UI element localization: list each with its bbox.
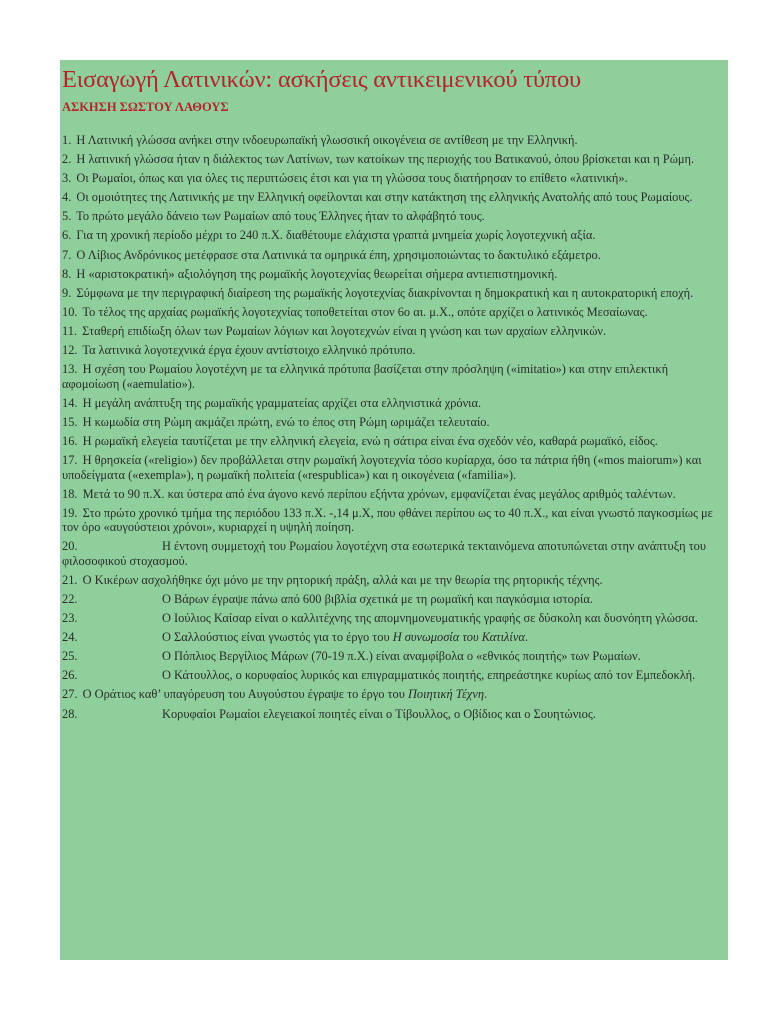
sentence-end: . [524,630,528,645]
exercise-item [62,573,728,588]
exercise-text: Η σχέση του Ρωμαίου λογοτέχνη με τα ελληνικά πρότυπα βασίζεται στην πρόσληψη («imitatio») και στην επιλεκτική αφομοίωση («aemulatio»). [62,362,669,391]
exercise-item [62,228,728,243]
exercise-text: Οι ομοιότητες της Λατινικής με την Ελληνική οφείλονται και στην κατάκτηση της ελληνικής Ανατολής από τους Ρωμαίους. [76,190,693,205]
exercise-number: 28. [62,706,78,721]
exercise-item [62,687,728,702]
exercise-text: Η Λατινική γλώσσα ανήκει στην ινδοευρωπαϊκή γλωσσική οικογένεια σε αντίθεση με την Ελληνική. [76,133,578,147]
exercise-number: 4. [62,190,72,205]
exercise-text: Τα λατινικά λογοτεχνικά έργα έχουν αντίστοιχο ελληνικό πρότυπο. [82,343,416,358]
work-title: Η συνωμοσία του Κατιλίνα [392,630,525,645]
exercise-text: Ο Οράτιος καθ’ υπαγόρευση του Αυγούστου έγραψε το έργο του [82,687,408,702]
exercise-item [62,362,728,391]
exercise-item [62,453,728,482]
exercise-number: 17. [62,453,78,467]
exercise-number: 8. [62,266,72,281]
exercise-item [62,324,728,339]
exercise-item [62,487,728,502]
exercise-item [62,707,728,722]
exercise-number: 21. [62,572,78,587]
exercise-item [62,190,728,205]
exercise-item [62,133,728,148]
exercise-item [62,592,728,607]
exercise-number: 1. [62,133,72,147]
exercise-item [62,415,728,430]
exercise-text: Η κωμωδία στη Ρώμη ακμάζει πρώτη, ενώ το έπος στη Ρώμη ωριμάζει τελευταίο. [82,414,490,429]
work-title: Ποιητική Τέχνη [407,687,485,702]
exercise-text: Ο Σαλλούστιος είναι γνωστός για το έργο του [162,630,393,645]
exercise-item [62,668,728,683]
exercise-number: 11. [62,323,78,338]
exercise-number: 15. [62,414,78,429]
exercise-number: 3. [62,171,72,186]
exercise-text: Η ρωμαϊκή ελεγεία ταυτίζεται με την ελληνική ελεγεία, ενώ η σάτιρα είναι ένα σχεδόν νέο, καθαρά ρωμαϊκό, είδος. [82,433,658,448]
exercise-text: Η λατινική γλώσσα ήταν η διάλεκτος των Λατίνων, των κατοίκων της περιοχής του Βατικανού, όπου βρίσκεται και η Ρώμη. [76,152,695,167]
exercise-item [62,396,728,411]
exercise-text: Το πρώτο μεγάλο δάνειο των Ρωμαίων από τους Έλληνες ήταν το αλφάβητό τους. [76,209,485,224]
exercise-number: 24. [62,630,78,645]
exercise-text: Η έντονη συμμετοχή του Ρωμαίου λογοτέχνη στα εσωτερικά τεκταινόμενα αποτυπώνεται στην ανάπτυξη του φιλοσοφικού στοχασμού. [62,539,707,568]
exercise-item [62,611,728,626]
exercise-item [62,267,728,282]
exercise-item [62,248,728,263]
exercise-item [62,630,728,645]
exercise-item [62,343,728,358]
exercise-number: 2. [62,152,72,167]
exercise-number: 5. [62,209,72,224]
exercise-text: Ο Πόπλιος Βεργίλιος Μάρων (70-19 π.Χ.) είναι αναμφίβολα ο «εθνικός ποιητής» των Ρωμαίων. [162,649,641,664]
document-sheet [60,60,728,960]
exercise-text: Η μεγάλη ανάπτυξη της ρωμαϊκής γραμματείας αρχίζει στα ελληνιστικά χρόνια. [82,395,482,410]
exercise-item [62,305,728,320]
exercise-text: Στο πρώτο χρονικό τμήμα της περιόδου 133 π.Χ. -,14 μ.Χ, που φθάνει περίπου ως το 40 π.Χ., και είναι γνωστό παγκοσμίως με τον όρο «αυγούστειοι χρόνοι», κυριαρχεί η υψηλή ποίηση. [62,505,713,535]
exercise-number: 27. [62,687,78,702]
exercise-item [62,171,728,186]
exercise-text: Η «αριστοκρατική» αξιολόγηση της ρωμαϊκής λογοτεχνίας θεωρείται σήμερα αντιεπιστημονική. [76,266,558,281]
exercise-text: Ο Κάτουλλος, ο κορυφαίος λυρικός και επιγραμματικός ποιητής, επηρεάστηκε κυρίως από τον Εμπεδοκλή. [162,668,696,683]
exercise-item [62,209,728,224]
exercise-text: Κορυφαίοι Ρωμαίοι ελεγειακοί ποιητές είναι ο Τίβουλλος, ο Οβίδιος και ο Σουητώνιος. [162,706,596,721]
exercise-item [62,434,728,449]
exercise-text: Το τέλος της αρχαίας ρωμαϊκής λογοτεχνίας τοποθετείται στον 6ο αι. μ.Χ., οπότε αρχίζει ο λατινικός Μεσαίωνας. [82,304,648,319]
exercise-number: 9. [62,285,72,300]
exercise-text: Για τη χρονική περίοδο μέχρι το 240 π.Χ. διαθέτουμε ελάχιστα γραπτά μνημεία χωρίς λογοτεχνική αξία. [76,228,596,243]
exercise-number: 16. [62,433,78,448]
exercise-text: Ο Βάρων έγραψε πάνω από 600 βιβλία σχετικά με τη ρωμαϊκή και παγκόσμια ιστορία. [162,591,593,606]
exercise-number: 7. [62,247,72,262]
exercise-number: 25. [62,649,78,664]
exercise-item [62,539,728,568]
exercise-number: 19. [62,505,78,520]
exercise-item [62,152,728,167]
exercise-text: Σταθερή επιδίωξη όλων των Ρωμαίων λόγιων και λογοτεχνών είναι η γνώση και των αρχαίων ελληνικών. [82,323,607,338]
exercise-text: Μετά το 90 π.Χ. και ύστερα από ένα άγονο κενό περίπου εξήντα χρόνων, εμφανίζεται ένας μεγάλος αριθμός ταλέντων. [82,486,676,501]
exercise-item [62,649,728,664]
document-title: Εισαγωγή Λατινικών: ασκήσεις αντικειμενικού τύπου [62,66,581,93]
exercise-text: Η θρησκεία («religio») δεν προβάλλεται στην ρωμαϊκή λογοτεχνία τόσο κυρίαρχα, όσο τα πάτρια ήθη («mos maiorum») και υποδείγματα («exempla»), η ρωμαϊκή πολιτεία («respublica») και η οικογένεια («familia»). [62,453,702,482]
exercise-number: 26. [62,668,78,683]
exercise-number: 6. [62,228,72,243]
exercise-text: Οι Ρωμαίοι, όπως και για όλες τις περιπτώσεις έτσι και για τη γλώσσα τους διατήρησαν το επίθετο «λατινική». [76,171,628,186]
exercise-list [62,133,728,721]
exercise-number: 13. [62,362,78,377]
exercise-text: Ο Κικέρων ασχολήθηκε όχι μόνο με την ρητορική πράξη, αλλά και με την θεωρία της ρητορικής τέχνης. [82,572,603,587]
document-subtitle: ΑΣΚΗΣΗ ΣΩΣΤΟΥ ΛΑΘΟΥΣ [62,100,229,114]
exercise-number: 22. [62,591,78,606]
exercise-item [62,506,728,535]
exercise-text: Ο Ιούλιος Καίσαρ είναι ο καλλιτέχνης της απομνημονευματικής γραφής σε δύσκολη και δυσνόητη γλώσσα. [162,611,698,626]
exercise-number: 18. [62,486,78,501]
exercise-number: 23. [62,611,78,626]
exercise-text: Σύμφωνα με την περιγραφική διαίρεση της ρωμαϊκής λογοτεχνίας διακρίνονται η δημοκρατική και η αυτοκρατορική εποχή. [76,285,694,300]
exercise-number: 20. [62,539,78,554]
exercise-text: Ο Λίβιος Ανδρόνικος μετέφρασε στα Λατινικά τα ομηρικά έπη, χρησιμοποιώντας το δακτυλικό εξάμετρο. [76,247,601,262]
exercise-item [62,286,728,301]
sentence-end: . [484,687,488,702]
exercise-number: 12. [62,343,78,358]
exercise-number: 14. [62,395,78,410]
exercise-number: 10. [62,304,78,319]
